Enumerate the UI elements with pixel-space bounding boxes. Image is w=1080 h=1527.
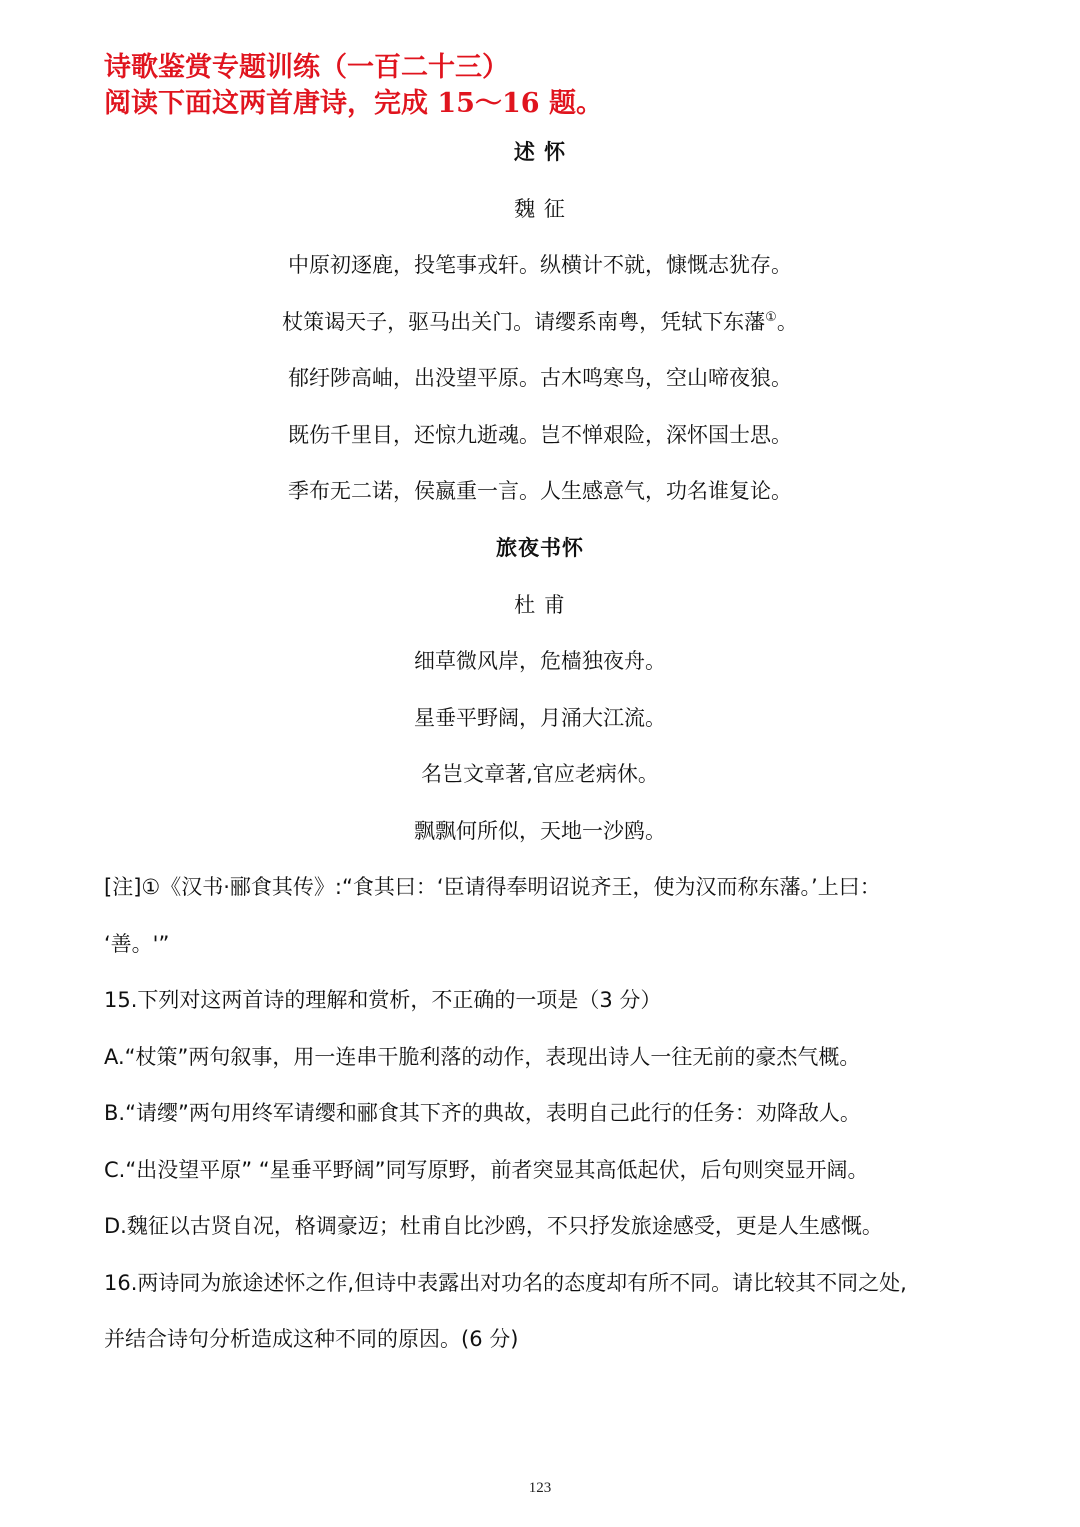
worksheet-title: 诗歌鉴赏专题训练（一百二十三） (104, 52, 509, 83)
poem-1-line-3: 郁纡陟高岫，出没望平原。古木鸣寒鸟，空山啼夜狼。 (288, 366, 792, 390)
poem-2-line-4: 飘飘何所似，天地一沙鸥。 (414, 818, 666, 843)
poem-1-line-2-text: 杖策谒天子，驱马出关门。请缨系南粤，凭轼下东藩 (282, 309, 766, 334)
poem-1-line-2-end: 。 (776, 309, 798, 334)
poem-1 (0, 124, 1080, 520)
question-15-stem: 15.下列对这两首诗的理解和赏析，不正确的一项是（3 分） (104, 988, 662, 1012)
poem-1-line-2 (0, 294, 1080, 351)
poem-2-author: 杜 甫 (514, 592, 566, 617)
question-15-option-b: B.“请缨”两句用终军请缨和郦食其下齐的典故，表明自己此行的任务：劝降敌人。 (104, 1101, 861, 1125)
question-15-option-a: A.“杖策”两句叙事，用一连串干脆利落的动作，表现出诗人一往无前的豪杰气概。 (104, 1044, 861, 1069)
footnote-marker: ① (765, 309, 777, 325)
poem-1-line-5: 季布无二诺，侯嬴重一言。人生感意气，功名谁复论。 (288, 479, 792, 503)
worksheet-header (104, 50, 1004, 122)
question-15-option-c: C.“出没望平原” “星垂平野阔”同写原野，前者突显其高低起伏，后句则突显开阔。 (104, 1157, 869, 1182)
poem-2-line-1: 细草微风岸，危樯独夜舟。 (414, 649, 666, 673)
questions-section (104, 859, 984, 1368)
poem-2-title: 旅夜书怀 (496, 536, 584, 560)
poem-1-author: 魏 征 (514, 196, 566, 221)
question-16-line-1: 16.两诗同为旅途述怀之作,但诗中表露出对功名的态度却有所不同。请比较其不同之处, (104, 1270, 907, 1295)
question-15-option-d: D.魏征以古贤自况，格调豪迈；杜甫自比沙鸥，不只抒发旅途感受，更是人生感慨。 (104, 1214, 883, 1238)
note-line-2: ‘善。'” (104, 931, 170, 956)
page-number: 123 (528, 1480, 552, 1496)
poem-1-line-4: 既伤千里目，还惊九逝魂。岂不惮艰险，深怀国士思。 (288, 422, 792, 447)
poem-1-line-1: 中原初逐鹿，投笔事戎轩。纵横计不就，慷慨志犹存。 (288, 253, 792, 277)
worksheet-instruction: 阅读下面这两首唐诗，完成 15～16 题。 (104, 88, 603, 119)
poem-2-line-2: 星垂平野阔，月涌大江流。 (414, 705, 666, 730)
question-16-line-2: 并结合诗句分析造成这种不同的原因。(6 分) (104, 1327, 519, 1351)
poem-2 (0, 520, 1080, 859)
poem-2-line-3: 名岂文章著,官应老病休。 (421, 762, 659, 786)
note-line-1: [注]①《汉书·郦食其传》:“食其曰：‘臣请得奉明诏说齐王，使为汉而称东藩。’上曰： (104, 875, 881, 899)
poem-1-title: 述 怀 (513, 140, 567, 164)
